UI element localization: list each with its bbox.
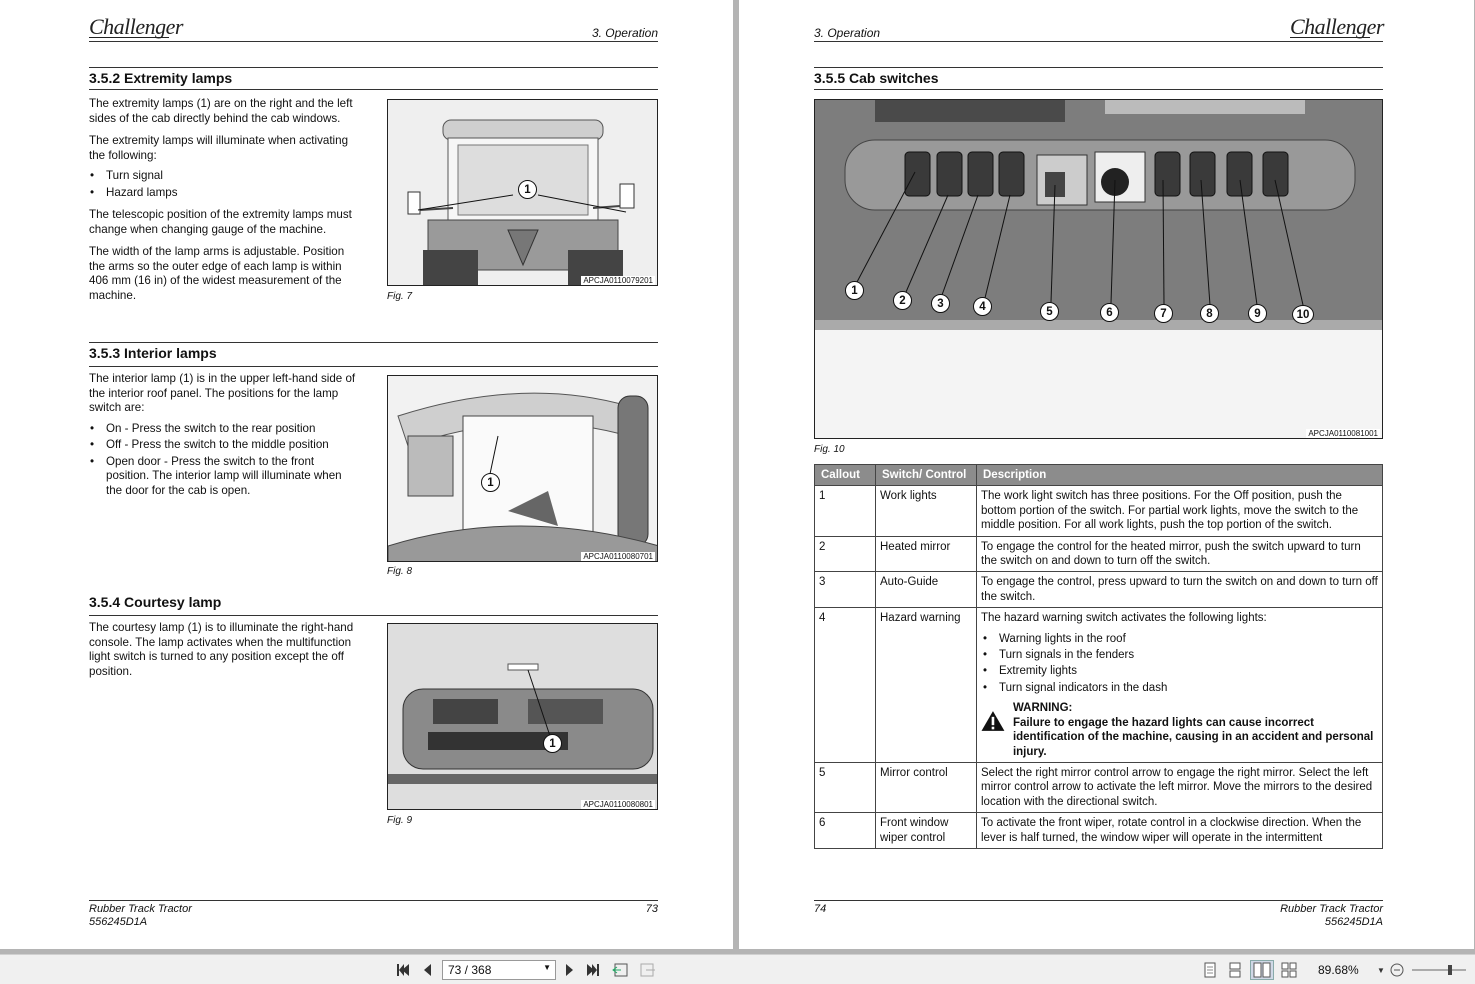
right-page (739, 0, 1474, 949)
callout-3: 3 (931, 294, 950, 313)
footer-rule (814, 900, 1383, 901)
warning-box (981, 701, 1378, 759)
cell-description: Select the right mirror control arrow to engage the right mirror. Select the left mirror control arrow to activate the left mirror. Move the mirrors to the desired location with the directional switch. (977, 762, 1383, 812)
description-text: The hazard warning switch activates the following lights: (981, 612, 1267, 625)
bullet-list (981, 632, 1378, 696)
cell-control: Hazard warning (876, 608, 977, 763)
callout-6: 6 (1100, 303, 1119, 322)
column-header: Callout (815, 465, 876, 486)
cell-callout: 5 (815, 762, 876, 812)
footer-doc-info (89, 903, 192, 929)
cell-description: To engage the control for the heated mirror, push the switch upward to turn the switch on and down to turn off the switch. (977, 536, 1383, 572)
figure-code: APCJA0110080801 (583, 800, 653, 809)
next-page-icon (564, 963, 576, 977)
table-row (815, 762, 1383, 812)
page-number: 74 (814, 903, 827, 915)
footer-part-number: 556245D1A (1324, 916, 1383, 928)
zoom-level: 89.68% (1318, 963, 1359, 977)
section-rule (89, 89, 658, 90)
dropdown-arrow-icon[interactable]: ▼ (543, 963, 551, 972)
paragraph: The telescopic position of the extremity lamps must change when changing gauge of the machine. (89, 208, 352, 236)
zoom-slider-track (1410, 963, 1468, 977)
cell-description: To activate the front wiper, rotate control in a clockwise direction. When the lever is half turned, the window wiper will operate in the intermittent (977, 813, 1383, 849)
console-illustration (388, 624, 658, 810)
footer-part-number: 556245D1A (89, 916, 148, 928)
cell-control: Mirror control (876, 762, 977, 812)
header-rule (814, 41, 1383, 42)
list-item: • Turn signal (89, 169, 359, 184)
cell-description: To engage the control, press upward to turn the switch on and down to turn off the switch. (977, 572, 1383, 608)
challenger-logo: Challenger (89, 14, 183, 39)
section-title-extremity-lamps: 3.5.2 Extremity lamps (89, 70, 233, 86)
continuous-view-button[interactable] (1226, 960, 1244, 980)
cell-callout: 6 (815, 813, 876, 849)
callout-10: 10 (1292, 305, 1314, 324)
cab-switches-table (814, 464, 1383, 849)
section-rule (89, 615, 658, 616)
table-row (815, 536, 1383, 572)
cab-interior-illustration (388, 376, 658, 562)
zoom-out-icon (1390, 963, 1404, 977)
callout-1: 1 (845, 281, 864, 300)
next-view-button[interactable] (637, 960, 657, 980)
single-page-icon (1204, 962, 1216, 978)
warning-triangle-icon (981, 701, 1005, 741)
cell-description (977, 608, 1383, 763)
zoom-out-button[interactable] (1389, 960, 1405, 980)
courtesy-lamp-text (89, 621, 359, 687)
page-number: 73 (645, 903, 658, 915)
continuous-facing-icon (1281, 962, 1297, 978)
switch-panel-illustration (815, 100, 1383, 439)
cell-callout: 2 (815, 536, 876, 572)
cell-control: Work lights (876, 486, 977, 536)
table-header-row (815, 465, 1383, 486)
table-row (815, 813, 1383, 849)
warning-text: Failure to engage the hazard lights can cause incorrect identification of the machine, causing in an accident and personal injury. (1012, 716, 1374, 758)
callout-1: 1 (543, 734, 562, 753)
section-title-interior-lamps: 3.5.3 Interior lamps (89, 345, 217, 361)
column-header: Description (977, 465, 1383, 486)
cell-control: Auto-Guide (876, 572, 977, 608)
zoom-dropdown[interactable]: ▼ (1377, 965, 1385, 975)
page-number-field[interactable] (442, 960, 556, 980)
facing-view-button[interactable] (1250, 960, 1274, 980)
list-item: • Off - Press the switch to the middle position (89, 438, 359, 453)
callout-7: 7 (1154, 304, 1173, 323)
cell-callout: 1 (815, 486, 876, 536)
bullet-list (89, 169, 359, 200)
figure-code: APCJA0110079201 (583, 276, 653, 285)
previous-page-icon (421, 963, 433, 977)
paragraph: The courtesy lamp (1) is to illuminate the right-hand console. The lamp activates when the multifunction light switch is turned to any position except the off position. (89, 621, 354, 678)
continuous-page-icon (1229, 962, 1241, 978)
callout-8: 8 (1200, 304, 1219, 323)
figure-caption: Fig. 9 (387, 815, 413, 826)
list-item: • Hazard lamps (89, 186, 359, 201)
list-item: • On - Press the switch to the rear position (89, 422, 359, 437)
footer-title: Rubber Track Tractor (1280, 903, 1383, 915)
figure-cab-switches (814, 99, 1383, 439)
chapter-header: 3. Operation (814, 26, 881, 40)
first-page-icon (396, 963, 410, 977)
section-title-cab-switches: 3.5.5 Cab switches (814, 70, 939, 86)
callout-1: 1 (481, 473, 500, 492)
last-page-icon (586, 963, 600, 977)
warning-title: WARNING: (1012, 702, 1073, 715)
single-page-view-button[interactable] (1201, 960, 1219, 980)
first-page-button[interactable] (394, 960, 412, 980)
section-title-courtesy-lamp: 3.5.4 Courtesy lamp (89, 594, 222, 610)
figure-caption: Fig. 10 (814, 444, 845, 455)
pdf-toolbar (0, 954, 1475, 984)
section-rule (89, 366, 658, 367)
section-rule (89, 67, 658, 68)
cell-callout: 3 (815, 572, 876, 608)
extremity-lamps-text (89, 97, 359, 311)
previous-view-icon (612, 962, 630, 978)
continuous-facing-view-button[interactable] (1280, 960, 1298, 980)
figure-caption: Fig. 7 (387, 291, 413, 302)
list-item: • Warning lights in the roof (981, 632, 1378, 646)
cell-callout: 4 (815, 608, 876, 763)
previous-page-button[interactable] (419, 960, 435, 980)
next-page-button[interactable] (562, 960, 578, 980)
table-row (815, 486, 1383, 536)
figure-code: APCJA0110081001 (1308, 429, 1378, 438)
next-view-icon (638, 962, 656, 978)
left-page (0, 0, 733, 949)
table-row (815, 572, 1383, 608)
table-row (815, 608, 1383, 763)
column-header: Switch/ Control (876, 465, 977, 486)
cell-control: Front window wiper control (876, 813, 977, 849)
callout-2: 2 (893, 291, 912, 310)
list-item: • Extremity lights (981, 664, 1378, 678)
callout-4: 4 (973, 297, 992, 316)
section-rule (814, 67, 1383, 68)
section-rule (89, 342, 658, 343)
previous-view-button[interactable] (611, 960, 631, 980)
cell-control: Heated mirror (876, 536, 977, 572)
last-page-button[interactable] (584, 960, 602, 980)
cell-description: The work light switch has three positions. For the Off position, push the bottom portion of the switch. For partial work lights, move the switch to the middle position. For all work lights, push the top portion of the switch. (977, 486, 1383, 536)
zoom-slider[interactable] (1410, 960, 1468, 980)
header-rule (89, 41, 658, 42)
paragraph: The interior lamp (1) is in the upper left-hand side of the interior roof panel. The positions for the lamp switch are: (89, 372, 356, 414)
footer-doc-info (1280, 903, 1383, 929)
list-item: • Turn signals in the fenders (981, 648, 1378, 662)
paragraph: The width of the lamp arms is adjustable. Position the arms so the outer edge of each lamp is within 406 mm (16 in) of the widest measurement of the machine. (89, 245, 345, 302)
figure-interior-lamps (387, 375, 658, 562)
paragraph: The extremity lamps will illuminate when activating the following: (89, 134, 349, 162)
figure-extremity-lamps (387, 99, 658, 286)
callout-1: 1 (518, 180, 537, 199)
section-rule (814, 89, 1383, 90)
figure-courtesy-lamp (387, 623, 658, 810)
page-number-value: 73 / 368 (448, 963, 492, 977)
callout-9: 9 (1248, 304, 1267, 323)
bullet-list (89, 422, 359, 499)
footer-rule (89, 900, 658, 901)
figure-caption: Fig. 8 (387, 566, 413, 577)
list-item: • Open door - Press the switch to the front position. The interior lamp will illuminate when the door for the cab is open. (89, 455, 359, 499)
paragraph: The extremity lamps (1) are on the right and the left sides of the cab directly behind the cab windows. (89, 97, 353, 125)
interior-lamps-text (89, 372, 359, 506)
figure-code: APCJA0110080701 (583, 552, 653, 561)
challenger-logo: Challenger (1290, 14, 1384, 39)
footer-title: Rubber Track Tractor (89, 903, 192, 915)
list-item: • Turn signal indicators in the dash (981, 681, 1378, 695)
facing-pages-icon (1253, 962, 1271, 978)
callout-5: 5 (1040, 302, 1059, 321)
chapter-header: 3. Operation (591, 26, 658, 40)
